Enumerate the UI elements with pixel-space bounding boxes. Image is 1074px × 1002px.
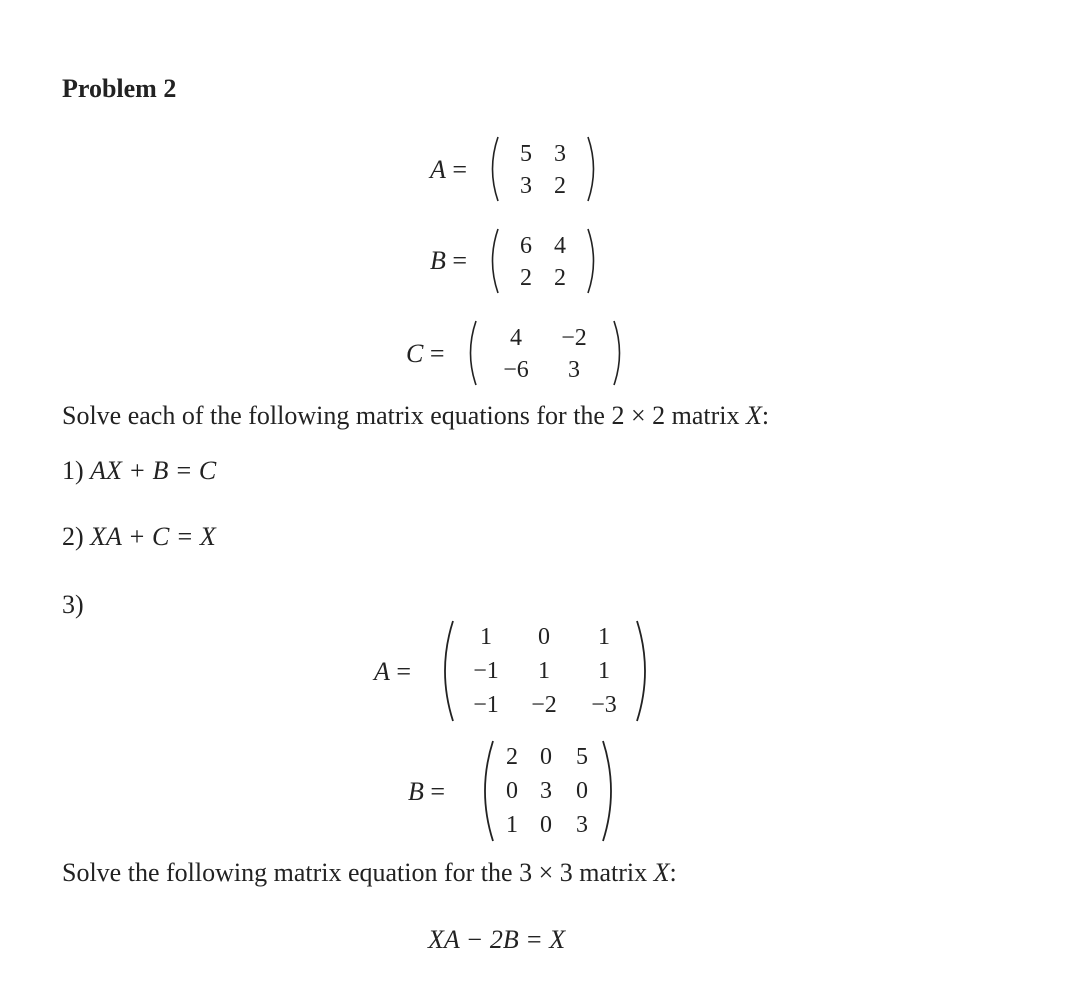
matrix-c-cell: −2 [561,325,587,351]
left-paren-icon [486,136,500,202]
matrix-b3-cell: 5 [576,744,588,770]
final-equation: XA − 2B = X [428,925,566,954]
equation-1: 1) AX + B = C [62,456,217,485]
matrix-c-cell: 4 [510,325,522,351]
matrix-b3-cell: 0 [540,812,552,838]
matrix-b3-cell: 0 [540,744,552,770]
matrix-b [486,228,602,294]
matrix-b-label: B = [430,246,468,275]
right-paren-icon [586,228,600,294]
matrix-b3-cell: 0 [576,778,588,804]
problem-title: Problem 2 [62,74,177,103]
equation-2: 2) XA + C = X [62,522,216,551]
instruction-1: Solve each of the following matrix equations for the 2 × 2 matrix X: [62,401,770,430]
matrix-b3-cell: 0 [506,778,518,804]
instruction-2: Solve the following matrix equation for the 3 × 3 matrix X: [62,858,677,887]
matrix-a3-cell: 1 [480,624,492,650]
left-paren-icon [476,740,496,842]
matrix-a3-label: A = [374,657,412,686]
matrix-a-cell: 3 [520,173,532,199]
matrix-b3-label: B = [408,777,446,806]
matrix-a-cell: 5 [520,141,532,167]
left-paren-icon [464,320,478,386]
matrix-a-label: A = [430,155,468,184]
matrix-b-cell: 4 [554,233,566,259]
matrix-a3-cell: 1 [598,658,610,684]
matrix-a3-cell: −2 [531,692,557,718]
matrix-b-cell: 2 [554,265,566,291]
matrix-a-cell: 3 [554,141,566,167]
matrix-a3-cell: −1 [473,658,499,684]
matrix-b3-cell: 1 [506,812,518,838]
right-paren-icon [612,320,626,386]
matrix-c-label: C = [406,339,445,368]
matrix-b3-cell: 3 [576,812,588,838]
left-paren-icon [436,620,456,722]
matrix-b-cell: 2 [520,265,532,291]
right-paren-icon [586,136,600,202]
matrix-b3 [476,740,626,842]
matrix-a3 [436,620,656,722]
right-paren-icon [634,620,654,722]
matrix-a [486,136,602,202]
matrix-b-cell: 6 [520,233,532,259]
matrix-a3-cell: 0 [538,624,550,650]
matrix-a3-cell: 1 [598,624,610,650]
matrix-a3-cell: 1 [538,658,550,684]
matrix-c-cell: −6 [503,357,529,383]
matrix-c [464,320,630,386]
right-paren-icon [600,740,620,842]
matrix-b3-cell: 3 [540,778,552,804]
matrix-a-cell: 2 [554,173,566,199]
matrix-a3-cell: −1 [473,692,499,718]
part-3-number: 3) [62,590,84,619]
matrix-b3-cell: 2 [506,744,518,770]
matrix-c-cell: 3 [568,357,580,383]
left-paren-icon [486,228,500,294]
matrix-a3-cell: −3 [591,692,617,718]
